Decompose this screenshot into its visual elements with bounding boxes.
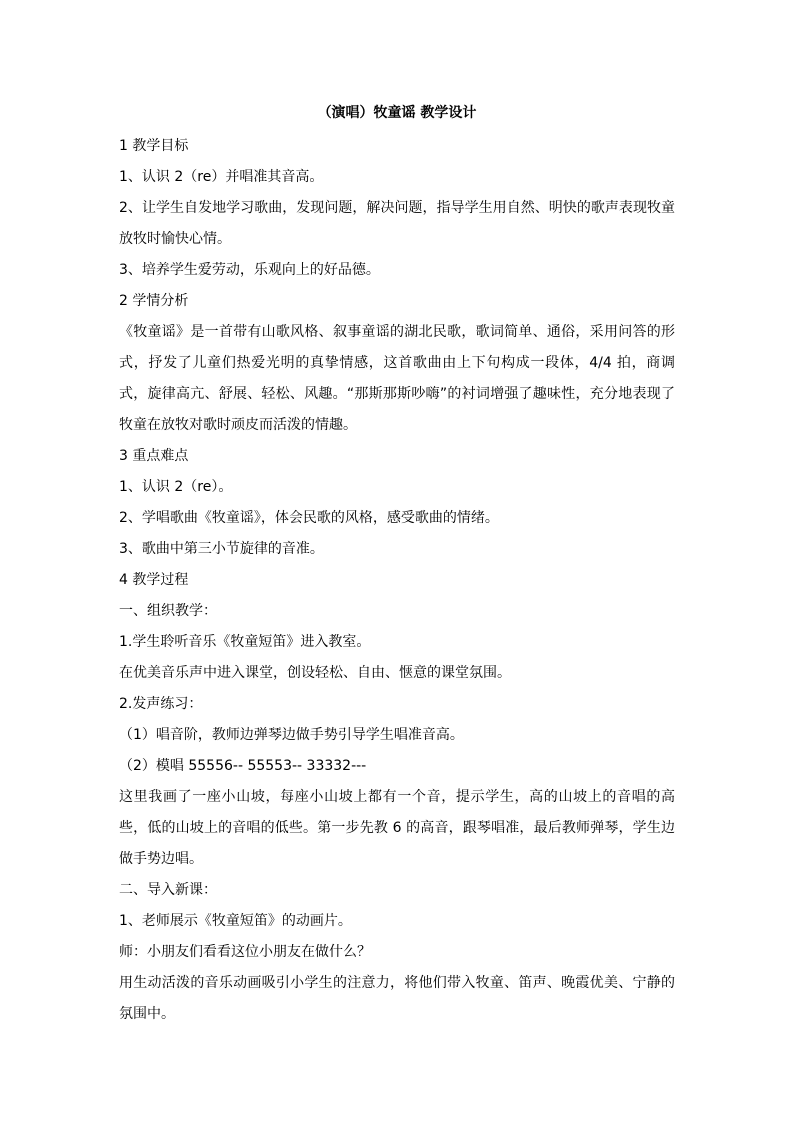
- document-page: [119, 100, 675, 1030]
- paragraph: 二、导入新课：: [119, 882, 217, 898]
- section-heading-process: 4 教学过程: [119, 572, 189, 588]
- paragraph: 《牧童谣》是一首带有山歌风格、叙事童谣的湖北民歌，歌词简单、通俗，采用问答的形式，抒发了儿童们热爱光明的真挚情感，这首歌曲由上下句构成一段体，4/4 拍，商调式，旋律高亢、舒展、轻松、风趣。“那斯那斯吵嗨”的衬词增强了趣味性，充分地表现了牧童在放牧对歌时顽皮而活泼的情趣。: [119, 324, 675, 433]
- paragraph: 1、老师展示《牧童短笛》的动画片。: [119, 913, 352, 929]
- paragraph: 一、组织教学：: [119, 603, 217, 619]
- paragraph: 在优美音乐声中进入课堂，创设轻松、自由、惬意的课堂氛围。: [119, 665, 511, 681]
- paragraph: （2）模唱 55556-- 55553-- 33332---: [119, 758, 367, 774]
- paragraph: 2、学唱歌曲《牧童谣》，体会民歌的风格，感受歌曲的情绪。: [119, 510, 499, 526]
- paragraph: 师：小朋友们看看这位小朋友在做什么？: [119, 944, 371, 960]
- paragraph: 这里我画了一座小山坡，每座小山坡上都有一个音，提示学生，高的山坡上的音唱的高些，低的山坡上的音唱的低些。第一步先教 6 的高音，跟琴唱准，最后教师弹琴，学生边做手势边唱。: [119, 789, 675, 867]
- section-heading-objectives: 1 教学目标: [119, 138, 189, 154]
- paragraph: 3、歌曲中第三小节旋律的音准。: [119, 541, 324, 557]
- paragraph: 2.发声练习：: [119, 696, 203, 712]
- document-title: （演唱）牧童谣 教学设计: [317, 105, 477, 121]
- paragraph: 用生动活泼的音乐动画吸引小学生的注意力，将他们带入牧童、笛声、晚霞优美、宁静的氛围中。: [119, 975, 675, 1022]
- paragraph: （1）唱音阶，教师边弹琴边做手势引导学生唱准音高。: [119, 727, 464, 743]
- paragraph: 1.学生聆听音乐《牧童短笛》进入教室。: [119, 634, 371, 650]
- paragraph: 3、培养学生爱劳动，乐观向上的好品德。: [119, 262, 380, 278]
- paragraph: 1、认识 2（re）。: [119, 479, 233, 495]
- section-heading-analysis: 2 学情分析: [119, 293, 189, 309]
- paragraph: 1、认识 2（re）并唱准其音高。: [119, 169, 324, 185]
- section-heading-key-points: 3 重点难点: [119, 448, 189, 464]
- paragraph: 2、让学生自发地学习歌曲，发现问题，解决问题，指导学生用自然、明快的歌声表现牧童放牧时愉快心情。: [119, 200, 675, 247]
